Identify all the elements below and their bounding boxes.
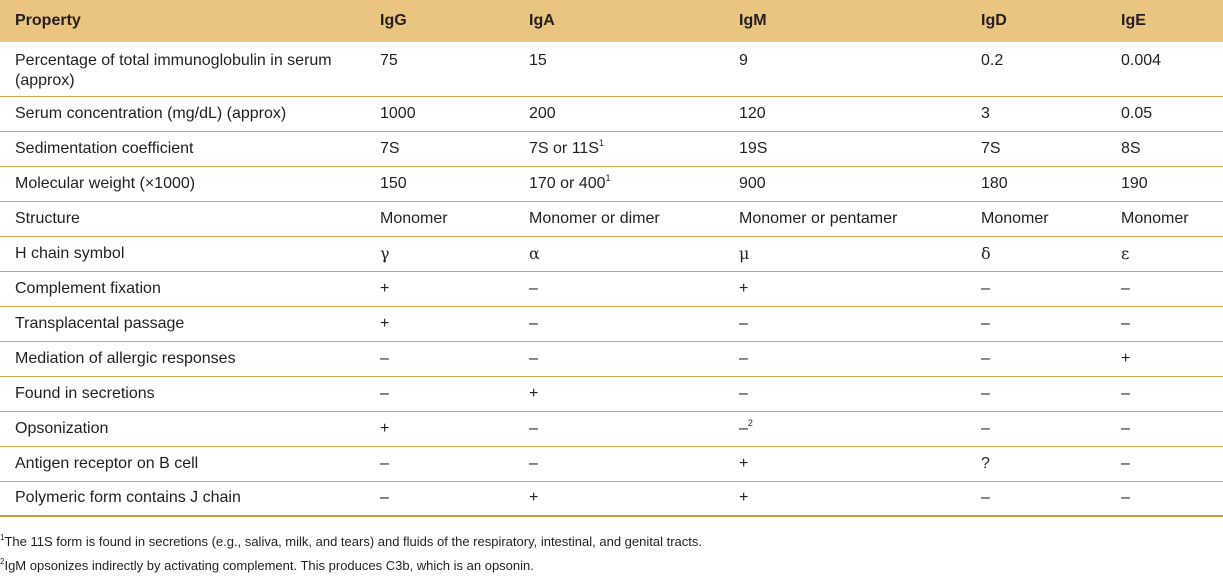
- cell-ige: ε: [1121, 243, 1130, 263]
- table-header: [0, 0, 1223, 42]
- cell-igm: 120: [739, 104, 766, 122]
- cell-igd: –: [981, 279, 990, 297]
- row-label: Mediation of allergic responses: [15, 349, 236, 367]
- cell-igg: 150: [380, 174, 407, 192]
- row-label: Opsonization: [15, 419, 109, 437]
- cell-igd: 0.2: [981, 52, 1004, 69]
- table-body: [0, 42, 1223, 516]
- cell-iga: +: [529, 384, 539, 402]
- cell-iga: α: [529, 243, 540, 263]
- cell-ige: Monomer: [1121, 209, 1189, 227]
- table-row: [0, 446, 1223, 481]
- cell-iga: 200: [529, 104, 556, 122]
- cell-igg: –: [380, 349, 389, 367]
- cell-iga: [514, 166, 724, 201]
- row-label: Sedimentation coefficient: [15, 139, 194, 157]
- cell-iga-value: 7S or 11S: [529, 139, 599, 157]
- cell-ige: –: [1121, 419, 1130, 437]
- cell-iga-value: 170 or 400: [529, 174, 606, 192]
- cell-igg: 7S: [380, 139, 400, 157]
- table-row: [0, 236, 1223, 271]
- cell-igm: μ: [739, 243, 750, 263]
- cell-ige: 0.004: [1121, 52, 1162, 69]
- cell-igd: –: [981, 489, 990, 507]
- footnote-mark: 2: [0, 557, 5, 566]
- cell-igd: 7S: [981, 139, 1001, 157]
- cell-igd: –: [981, 314, 990, 332]
- table-row: [0, 411, 1223, 446]
- table-row: [0, 271, 1223, 306]
- cell-igg: +: [380, 279, 390, 297]
- header-igg: IgG: [380, 12, 407, 29]
- table-row: [0, 201, 1223, 236]
- footnote-mark: 1: [0, 533, 5, 542]
- cell-ige: 0.05: [1121, 104, 1153, 122]
- table-row: [0, 481, 1223, 516]
- row-label: Transplacental passage: [15, 314, 185, 332]
- footnote-2: [0, 554, 1223, 578]
- row-label: Serum concentration (mg/dL) (approx): [15, 104, 287, 122]
- cell-igg: +: [380, 419, 390, 437]
- cell-iga: +: [529, 489, 539, 507]
- footnote-text: IgM opsonizes indirectly by activating complement. This produces C3b, which is an opsonin.: [4, 558, 534, 573]
- cell-igd: Monomer: [981, 209, 1049, 227]
- header-ige: IgE: [1121, 12, 1146, 29]
- cell-ige: –: [1121, 454, 1130, 472]
- footnote-ref-1: 1: [598, 137, 604, 148]
- cell-ige: 190: [1121, 174, 1148, 192]
- cell-igm: –: [739, 349, 748, 367]
- cell-igm: –: [739, 314, 748, 332]
- cell-iga: 15: [529, 52, 547, 69]
- table-footnotes: [0, 530, 1223, 578]
- cell-ige: +: [1121, 349, 1131, 367]
- cell-igg: –: [380, 489, 389, 507]
- cell-igd: –: [981, 419, 990, 437]
- cell-igd: –: [981, 384, 990, 402]
- cell-igm: Monomer or pentamer: [739, 209, 898, 227]
- cell-igm: [724, 411, 966, 446]
- header-igm: IgM: [739, 12, 767, 29]
- cell-iga: –: [529, 314, 538, 332]
- cell-igd: ?: [981, 454, 990, 472]
- cell-igm: 19S: [739, 139, 768, 157]
- cell-igm: 900: [739, 174, 766, 192]
- cell-igm: +: [739, 489, 749, 507]
- cell-ige: –: [1121, 314, 1130, 332]
- cell-igg: 1000: [380, 104, 416, 122]
- cell-igm: +: [739, 279, 749, 297]
- table-row: [0, 166, 1223, 201]
- header-igd: IgD: [981, 12, 1007, 29]
- cell-igd: 3: [981, 104, 990, 122]
- cell-igg: +: [380, 314, 390, 332]
- table-row: [0, 341, 1223, 376]
- row-label: H chain symbol: [15, 244, 125, 262]
- header-property: Property: [15, 12, 81, 29]
- cell-igm: –: [739, 384, 748, 402]
- row-label: Antigen receptor on B cell: [15, 454, 199, 472]
- cell-iga: –: [529, 279, 538, 297]
- row-label: Percentage of total immunoglobulin in serum (approx): [15, 52, 332, 89]
- cell-ige: –: [1121, 489, 1130, 507]
- cell-igd: –: [981, 349, 990, 367]
- cell-igg: 75: [380, 52, 398, 69]
- cell-iga: [514, 131, 724, 166]
- table-row: [0, 96, 1223, 131]
- row-label: Polymeric form contains J chain: [15, 489, 241, 507]
- cell-igg: γ: [380, 243, 390, 263]
- cell-iga: Monomer or dimer: [529, 209, 660, 227]
- cell-ige: –: [1121, 384, 1130, 402]
- cell-igd: 180: [981, 174, 1008, 192]
- cell-igm: +: [739, 454, 749, 472]
- cell-ige: 8S: [1121, 139, 1141, 157]
- row-label: Structure: [15, 209, 80, 227]
- cell-igg: Monomer: [380, 209, 448, 227]
- cell-igg: –: [380, 384, 389, 402]
- row-label: Molecular weight (×1000): [15, 174, 196, 192]
- cell-ige: –: [1121, 279, 1130, 297]
- table-row: [0, 42, 1223, 96]
- table-row: [0, 376, 1223, 411]
- cell-igm-value: –: [739, 419, 748, 437]
- table-row: [0, 306, 1223, 341]
- footnote-1: [0, 530, 1223, 554]
- cell-igd: δ: [981, 243, 991, 263]
- footnote-ref-2: 2: [747, 417, 753, 428]
- footnote-ref-1: 1: [605, 172, 611, 183]
- cell-igg: –: [380, 454, 389, 472]
- cell-iga: –: [529, 419, 538, 437]
- header-row: [0, 0, 1223, 42]
- row-label: Found in secretions: [15, 384, 155, 402]
- row-label: Complement fixation: [15, 279, 161, 297]
- header-iga: IgA: [529, 12, 555, 29]
- footnote-text: The 11S form is found in secretions (e.g., saliva, milk, and tears) and fluids of the respiratory, intestinal, and genital tracts.: [4, 534, 702, 549]
- cell-iga: –: [529, 349, 538, 367]
- table-row: [0, 131, 1223, 166]
- cell-igm: 9: [739, 52, 748, 69]
- cell-iga: –: [529, 454, 538, 472]
